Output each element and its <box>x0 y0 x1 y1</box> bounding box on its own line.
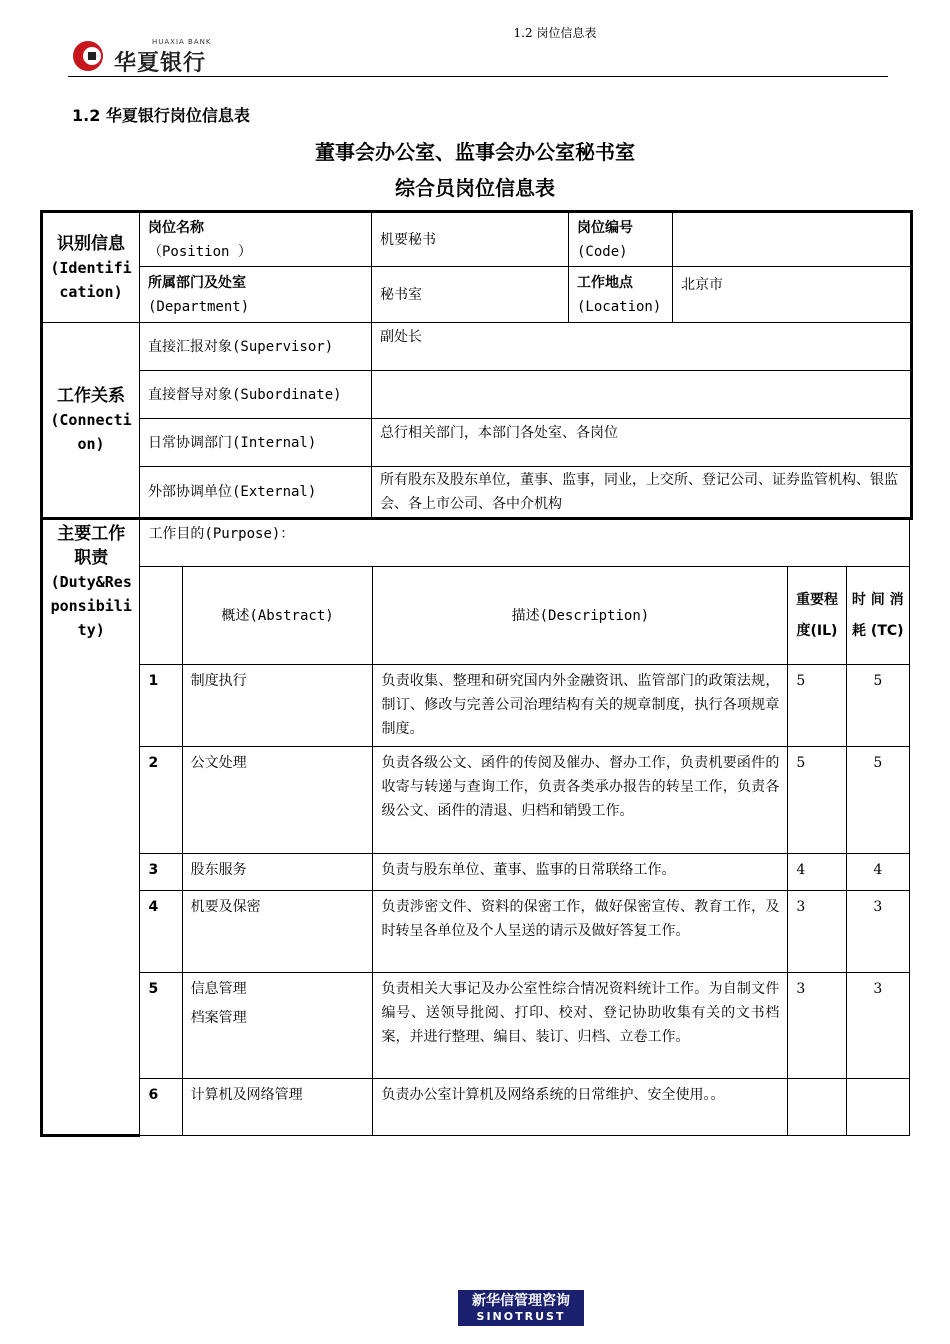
purpose-label: 工作目的(Purpose)： <box>140 520 910 567</box>
identification-label: 识别信息 <box>57 233 125 254</box>
code-label: 岗位编号 <box>577 219 633 236</box>
row-description: 负责办公室计算机及网络系统的日常维护、安全使用。。 <box>373 1079 788 1136</box>
row-number: 5 <box>140 973 182 1079</box>
row-time: 3 <box>846 973 909 1079</box>
main-title-line-1: 董事会办公室、监事会办公室秘书室 <box>315 140 635 164</box>
duty-row-1 <box>42 665 910 747</box>
row-number: 2 <box>140 747 182 854</box>
row-importance: 3 <box>788 973 846 1079</box>
row-importance: 4 <box>788 854 846 891</box>
abstract-header: 概述(Abstract) <box>182 567 373 665</box>
code-label-cell <box>569 212 673 267</box>
row-abstract-cell <box>182 973 373 1079</box>
connection-label-en: (Connection) <box>50 411 132 453</box>
external-label: 外部协调单位(External) <box>140 467 372 519</box>
supervisor-value: 副处长 <box>372 323 912 371</box>
internal-label: 日常协调部门(Internal) <box>140 419 372 467</box>
department-value: 秘书室 <box>372 267 569 323</box>
huaxia-bank-logo <box>70 38 240 74</box>
position-label-en: （Position ） <box>148 243 252 260</box>
duty-row-2 <box>42 747 910 854</box>
internal-value: 总行相关部门，本部门各处室、各岗位 <box>372 419 912 467</box>
supervisor-label: 直接汇报对象(Supervisor) <box>140 323 372 371</box>
logo-english: HUAXIA BANK <box>152 38 212 46</box>
duty-row-6 <box>42 1079 910 1136</box>
location-label: 工作地点 <box>577 274 633 291</box>
connection-label-cell <box>42 323 140 519</box>
row-number: 3 <box>140 854 182 891</box>
code-value <box>673 212 912 267</box>
position-value: 机要秘书 <box>372 212 569 267</box>
info-table-top <box>40 210 913 520</box>
row-time: 3 <box>846 891 909 973</box>
duty-label-2: 职责 <box>74 548 109 568</box>
row-abstract: 股东服务 <box>182 854 373 891</box>
bank-emblem-icon <box>70 38 110 74</box>
logo-chinese: 华夏银行 <box>114 51 207 76</box>
footer-logo-cn: 新华信管理咨询 <box>472 1293 570 1309</box>
department-label: 所属部门及处室 <box>148 274 246 291</box>
row-description: 负责与股东单位、董事、监事的日常联络工作。 <box>373 854 788 891</box>
row-description: 负责各级公文、函件的传阅及催办、督办工作，负责机要函件的收寄与转递与查询工作，负责各类承办报告的转呈工作，负责各级公文、函件的清退、归档和销毁工作。 <box>373 747 788 854</box>
position-label: 岗位名称 <box>148 219 204 236</box>
row-time <box>846 1079 909 1136</box>
duty-label-1: 主要工作 <box>57 524 126 544</box>
main-title-line-2: 综合员岗位信息表 <box>395 176 555 200</box>
duty-label-en: (Duty&Responsibility) <box>50 573 132 639</box>
row-description: 负责相关大事记及办公室性综合情况资料统计工作。为自制文件编号、送领导批阅、打印、校对、登记协助收集有关的文书档案，并进行整理、编目、装订、归档、立卷工作。 <box>373 973 788 1079</box>
page-header-title: 1.2 岗位信息表 <box>513 26 597 40</box>
il-header: 重要程度(IL) <box>788 567 846 665</box>
duty-row-5 <box>42 973 910 1079</box>
row-abstract: 信息管理 <box>190 981 247 997</box>
sinotrust-footer-logo <box>458 1290 584 1326</box>
row-time: 4 <box>846 854 909 891</box>
footer-logo-en: SINOTRUST <box>476 1310 566 1323</box>
row-importance: 5 <box>788 747 846 854</box>
row-abstract: 机要及保密 <box>182 891 373 973</box>
external-value: 所有股东及股东单位，董事、监事，同业，上交所、登记公司、证券监管机构、银监会、各上市公司、各中介机构 <box>372 467 912 519</box>
duty-row-3 <box>42 854 910 891</box>
row-number: 1 <box>140 665 182 747</box>
row-abstract-2: 档案管理 <box>190 1010 247 1026</box>
department-label-cell <box>140 267 372 323</box>
tc-header: 时 间 消 耗 (TC) <box>846 567 909 665</box>
subordinate-value <box>372 371 912 419</box>
row-number: 4 <box>140 891 182 973</box>
identification-label-en: (Identification) <box>50 258 132 301</box>
duty-label-cell <box>42 520 140 1136</box>
row-abstract: 制度执行 <box>182 665 373 747</box>
location-label-cell <box>569 267 673 323</box>
location-value: 北京市 <box>673 267 912 323</box>
section-title: 1.2 华夏银行岗位信息表 <box>72 106 250 125</box>
connection-label: 工作关系 <box>57 386 125 406</box>
num-header <box>140 567 182 665</box>
row-abstract: 计算机及网络管理 <box>182 1079 373 1136</box>
duty-row-4 <box>42 891 910 973</box>
row-number: 6 <box>140 1079 182 1136</box>
description-header: 描述(Description) <box>373 567 788 665</box>
row-description: 负责涉密文件、资料的保密工作，做好保密宣传、教育工作，及时转呈各单位及个人呈送的请示及做好答复工作。 <box>373 891 788 973</box>
row-time: 5 <box>846 747 909 854</box>
identification-label-cell <box>42 212 140 323</box>
department-label-en: (Department) <box>148 298 250 315</box>
row-abstract: 公文处理 <box>182 747 373 854</box>
header-divider <box>68 76 888 77</box>
row-time: 5 <box>846 665 909 747</box>
row-importance <box>788 1079 846 1136</box>
location-label-en: (Location) <box>577 298 662 315</box>
subordinate-label: 直接督导对象(Subordinate) <box>140 371 372 419</box>
row-importance: 3 <box>788 891 846 973</box>
duty-table <box>40 519 910 1137</box>
code-label-en: (Code) <box>577 243 628 260</box>
row-description: 负责收集、整理和研究国内外金融资讯、监管部门的政策法规，制订、修改与完善公司治理结构有关的规章制度，执行各项规章制度。 <box>373 665 788 747</box>
position-label-cell <box>140 212 372 267</box>
row-importance: 5 <box>788 665 846 747</box>
